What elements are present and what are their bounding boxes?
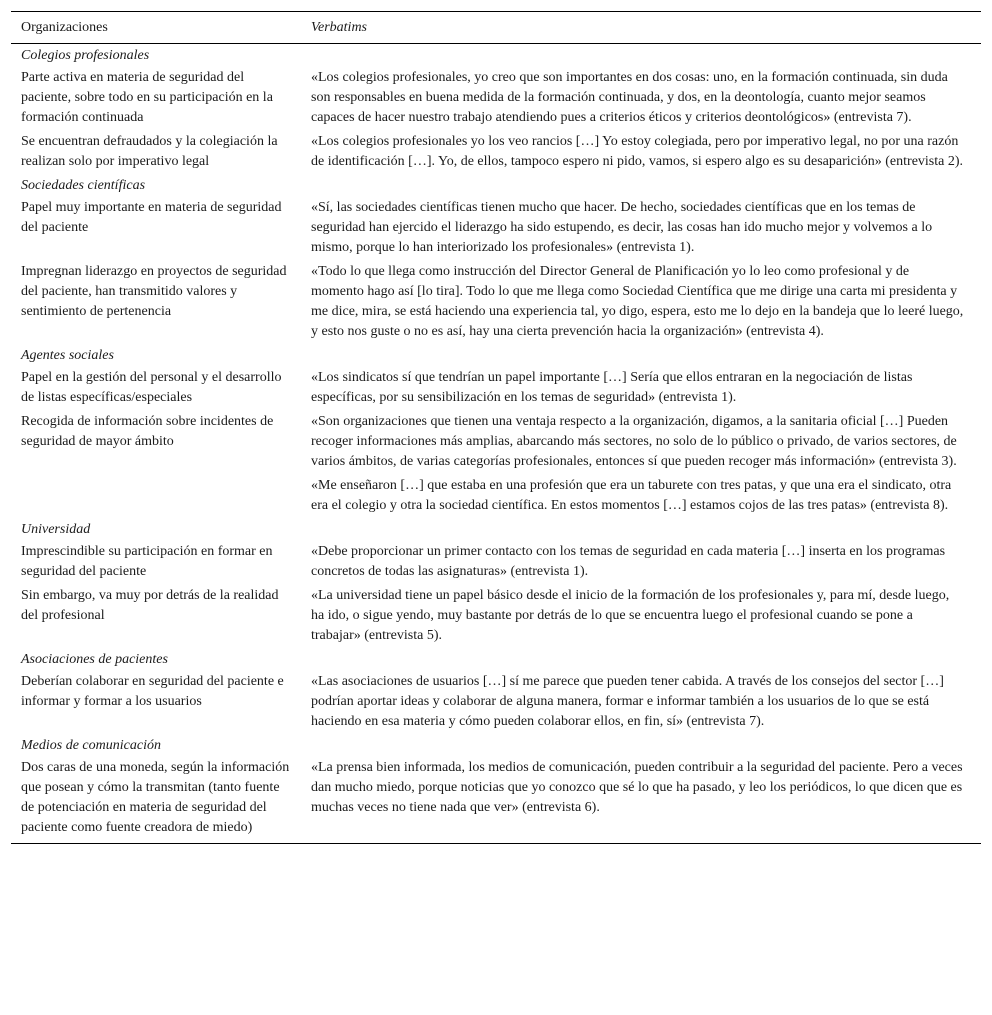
verbatim-cell: «Los colegios profesionales, yo creo que son importantes en dos cosas: uno, en la formación continuada, sin duda son responsables en buena medida de la formación continuada, y dos, en la deontología, cuanto mejor seamos capaces de hacer nuestro trabajo atendiendo pues a criterios éticos y criterios deontológicos» (entrevista 7). [311,70,948,125]
section-title: Medios de comunicación [21,738,161,753]
table-row [11,670,981,734]
verbatim-cell: «La universidad tiene un papel básico desde el inicio de la formación de los profesionales y, para mí, desde luego, ha ido, o sigue yendo, muy bastante por detrás de lo que se encuentra luego el profesional cuando se pone a trabajar» (entrevista 5). [311,588,950,643]
organization-cell: Se encuentran defraudados y la colegiación la realizan solo por imperativo legal [21,134,278,169]
organization-cell: Deberían colaborar en seguridad del paciente e informar y formar a los usuarios [21,674,284,709]
organization-cell: Recogida de información sobre incidentes de seguridad de mayor ámbito [21,414,274,449]
section-row [11,174,981,196]
section-title: Asociaciones de pacientes [21,652,168,667]
verbatim-cell: «Son organizaciones que tienen una ventaja respecto a la organización, digamos, a la sanitaria oficial […] Pueden recoger informaciones más amplias, abarcando más sectores, no solo de lo público o privado, de varios sectores, de varios ámbitos, de varias categorías profesionales, entonces sí que pueden recoger más información» (entrevista 3). [311,414,957,469]
section-row [11,344,981,366]
verbatim-cell: «Los colegios profesionales yo los veo rancios […] Yo estoy colegiada, pero por imperativo legal, no por una razón de identificación […]. Yo, de ellos, tampoco espero ni pido, vamos, si espero algo es su desaparición» (entrevista 2). [311,134,964,169]
table-body [11,44,981,844]
verbatim-cell: «La prensa bien informada, los medios de comunicación, pueden contribuir a la seguridad del paciente. Pero a veces dan mucho miedo, porque noticias que yo conozco que sé lo que ha pasado, y leo los periódicos, lo que dicen que es muchas veces no tiene nada que ver» (entrevista 6). [301,756,981,844]
table-row [11,410,981,474]
table-row [11,66,981,130]
header-organizaciones: Organizaciones [11,12,301,44]
organization-cell: Impregnan liderazgo en proyectos de seguridad del paciente, han transmitido valores y sentimiento de pertenencia [21,264,287,319]
section-row [11,44,981,67]
table-row [11,540,981,584]
table-row [11,366,981,410]
section-title: Agentes sociales [21,348,114,363]
verbatim-cell: «Todo lo que llega como instrucción del Director General de Planificación yo lo leo como profesional y de momento hago así [lo tira]. Todo lo que me llega como Sociedad Científica que me dirige una carta mi presidenta y me dice, mira, se está haciendo una experiencia tal, yo digo, espera, esto me lo dejo en la bandeja que lo leeré luego, y esto nos guste o no es así, hay una cierta prevención hacia la organización» (entrevista 4). [311,264,964,339]
table-row [11,584,981,648]
header-verbatims: Verbatims [301,12,981,44]
section-row [11,518,981,540]
organization-cell: Papel en la gestión del personal y el desarrollo de listas específicas/especiales [21,370,282,405]
organization-cell: Dos caras de una moneda, según la información que posean y cómo la transmitan (tanto fuente de potenciación en materia de seguridad del paciente como fuente creadora de miedo) [11,756,301,844]
verbatim-cell: «Los sindicatos sí que tendrían un papel importante […] Sería que ellos entraran en la negociación de listas específicas, por su sensibilización en los temas de seguridad» (entrevista 1). [311,370,913,405]
section-title: Colegios profesionales [21,48,150,63]
verbatim-cell: «Las asociaciones de usuarios […] sí me parece que pueden tener cabida. A través de los consejos del sector […] podrían aportar ideas y colaborar de alguna manera, formar e informar también a los usuarios de lo que se está haciendo en esa materia y cómo pueden colaborar ellos, en fin, sí» (entrevista 7). [311,674,944,729]
table-row [11,130,981,174]
organization-cell: Papel muy importante en materia de seguridad del paciente [21,200,282,235]
section-row [11,648,981,670]
section-row [11,734,981,756]
table-row [11,196,981,260]
verbatim-cell: «Sí, las sociedades científicas tienen mucho que hacer. De hecho, sociedades científicas que en los temas de seguridad han ejercido el liderazgo ha sido estupendo, es decir, las cosas han ido mucho mejor y volvemos a lo mismo, porque lo han interiorizado los profesionales» (entrevista 1). [311,200,933,255]
verbatim-cell: «Debe proporcionar un primer contacto con los temas de seguridad en cada materia […] inserta en los programas concretos de todas las asignaturas» (entrevista 1). [311,544,946,579]
organizations-verbatims-table [11,11,981,844]
section-title: Sociedades científicas [21,178,146,193]
verbatim-cell: «Me enseñaron […] que estaba en una profesión que era un taburete con tres patas, y que una era el sindicato, otra era el colegio y otra la sociedad científica. En estos momentos […] estamos cojos de las tres patas» (entrevista 8). [311,478,952,513]
organization-cell: Imprescindible su participación en formar en seguridad del paciente [21,544,273,579]
section-title: Universidad [21,522,91,537]
table-container [11,11,981,844]
table-row [11,756,981,844]
table-row [11,260,981,344]
header-row [11,12,981,44]
organization-cell: Sin embargo, va muy por detrás de la realidad del profesional [21,588,279,623]
organization-cell: Parte activa en materia de seguridad del paciente, sobre todo en su participación en la formación continuada [21,70,273,125]
